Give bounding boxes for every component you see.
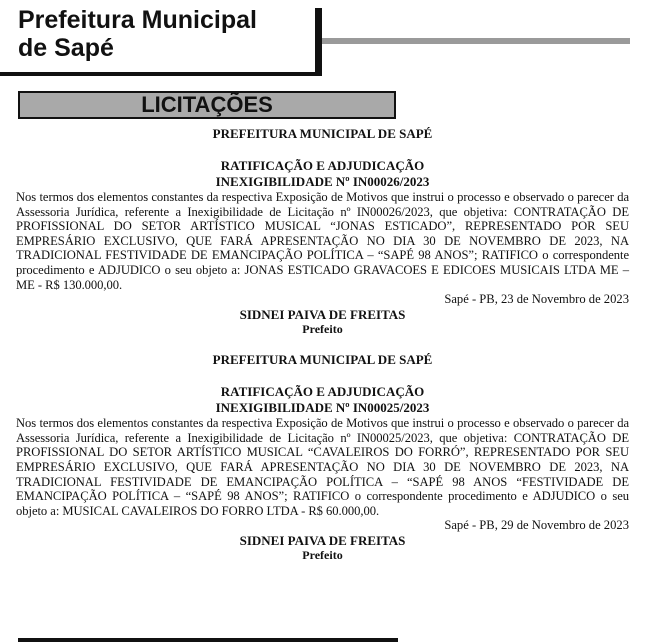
signer-role: Prefeito (302, 548, 343, 563)
notice-org: PREFEITURA MUNICIPAL DE SAPÉ (212, 352, 433, 368)
masthead-title-line1: Prefeitura Municipal (18, 6, 257, 34)
signer-name: SIDNEI PAIVA DE FREITAS (239, 307, 406, 323)
notice-1 (16, 126, 629, 336)
signer-name: SIDNEI PAIVA DE FREITAS (239, 533, 406, 549)
masthead-gray-rule (322, 38, 630, 44)
section-banner (18, 91, 396, 119)
notice-2 (16, 352, 629, 562)
notice-date: Sapé - PB, 29 de Novembro de 2023 (444, 518, 629, 533)
notice-heading: RATIFICAÇÃO E ADJUDICAÇÃO (220, 384, 425, 400)
notice-body: Nos termos dos elementos constantes da respectiva Exposição de Motivos que instrui o processo e observado o parecer da Assessoria Jurídica, referente a Inexigibilidade de Licitação nº IN00026/2023, que objetiva: CONTRATAÇÃO DE PROFISSIONAL DO SETOR ARTÍSTICO MUSICAL “JONAS ESTICADO”, REPRESENTADO POR SEU EMPRESÁRIO EXCLUSIVO, QUE FARÁ APRESENTAÇÃO NO DIA 30 DE NOVEMBRO DE 2023, NA TRADICIONAL FESTIVIDADE DE EMANCIPAÇÃO POLÍTICA – “SAPÉ 98 ANOS”; RATIFICO o correspondente procedimento e ADJUDICO o seu objeto a: JONAS ESTICADO GRAVACOES E EDICOES MUSICAIS LTDA ME – ME - R$ 130.000,00. (16, 190, 629, 292)
section-title: LICITAÇÕES (141, 92, 273, 117)
notices-column (16, 126, 629, 562)
notice-subheading: INEXIGIBILIDADE Nº IN00025/2023 (215, 400, 430, 416)
notice-body: Nos termos dos elementos constantes da respectiva Exposição de Motivos que instrui o processo e observado o parecer da Assessoria Jurídica, referente a Inexigibilidade de Licitação nº IN00025/2023, que objetiva: CONTRATAÇÃO DE PROFISSIONAL DO SETOR ARTÍSTICO MUSICAL “CAVALEIROS DO FORRÓ”, REPRESENTADO POR SEU EMPRESÁRIO EXCLUSIVO, QUE FARÁ APRESENTAÇÃO NO DIA 30 DE NOVEMBRO DE 2023, NA TRADICIONAL FESTIVIDADE DE EMANCIPAÇÃO POLÍTICA – “SAPÉ 98 ANOS “FESTIVIDADE DE EMANCIPAÇÃO POLÍTICA – “SAPÉ 98 ANOS”; RATIFICO o correspondente procedimento e ADJUDICO o seu objeto a: MUSICAL CAVALEIROS DO FORRO LTDA - R$ 60.000,00. (16, 416, 629, 518)
signer-role: Prefeito (302, 322, 343, 337)
notice-org: PREFEITURA MUNICIPAL DE SAPÉ (212, 126, 433, 141)
masthead-title-line2: de Sapé (18, 34, 114, 62)
bottom-rule (18, 638, 398, 642)
notice-date: Sapé - PB, 23 de Novembro de 2023 (444, 292, 629, 307)
masthead-vertical-rule (315, 8, 322, 76)
masthead-bottom-rule (0, 72, 322, 76)
notice-heading: RATIFICAÇÃO E ADJUDICAÇÃO (220, 158, 425, 173)
notice-subheading: INEXIGIBILIDADE Nº IN00026/2023 (215, 174, 430, 189)
masthead-title (18, 6, 257, 62)
